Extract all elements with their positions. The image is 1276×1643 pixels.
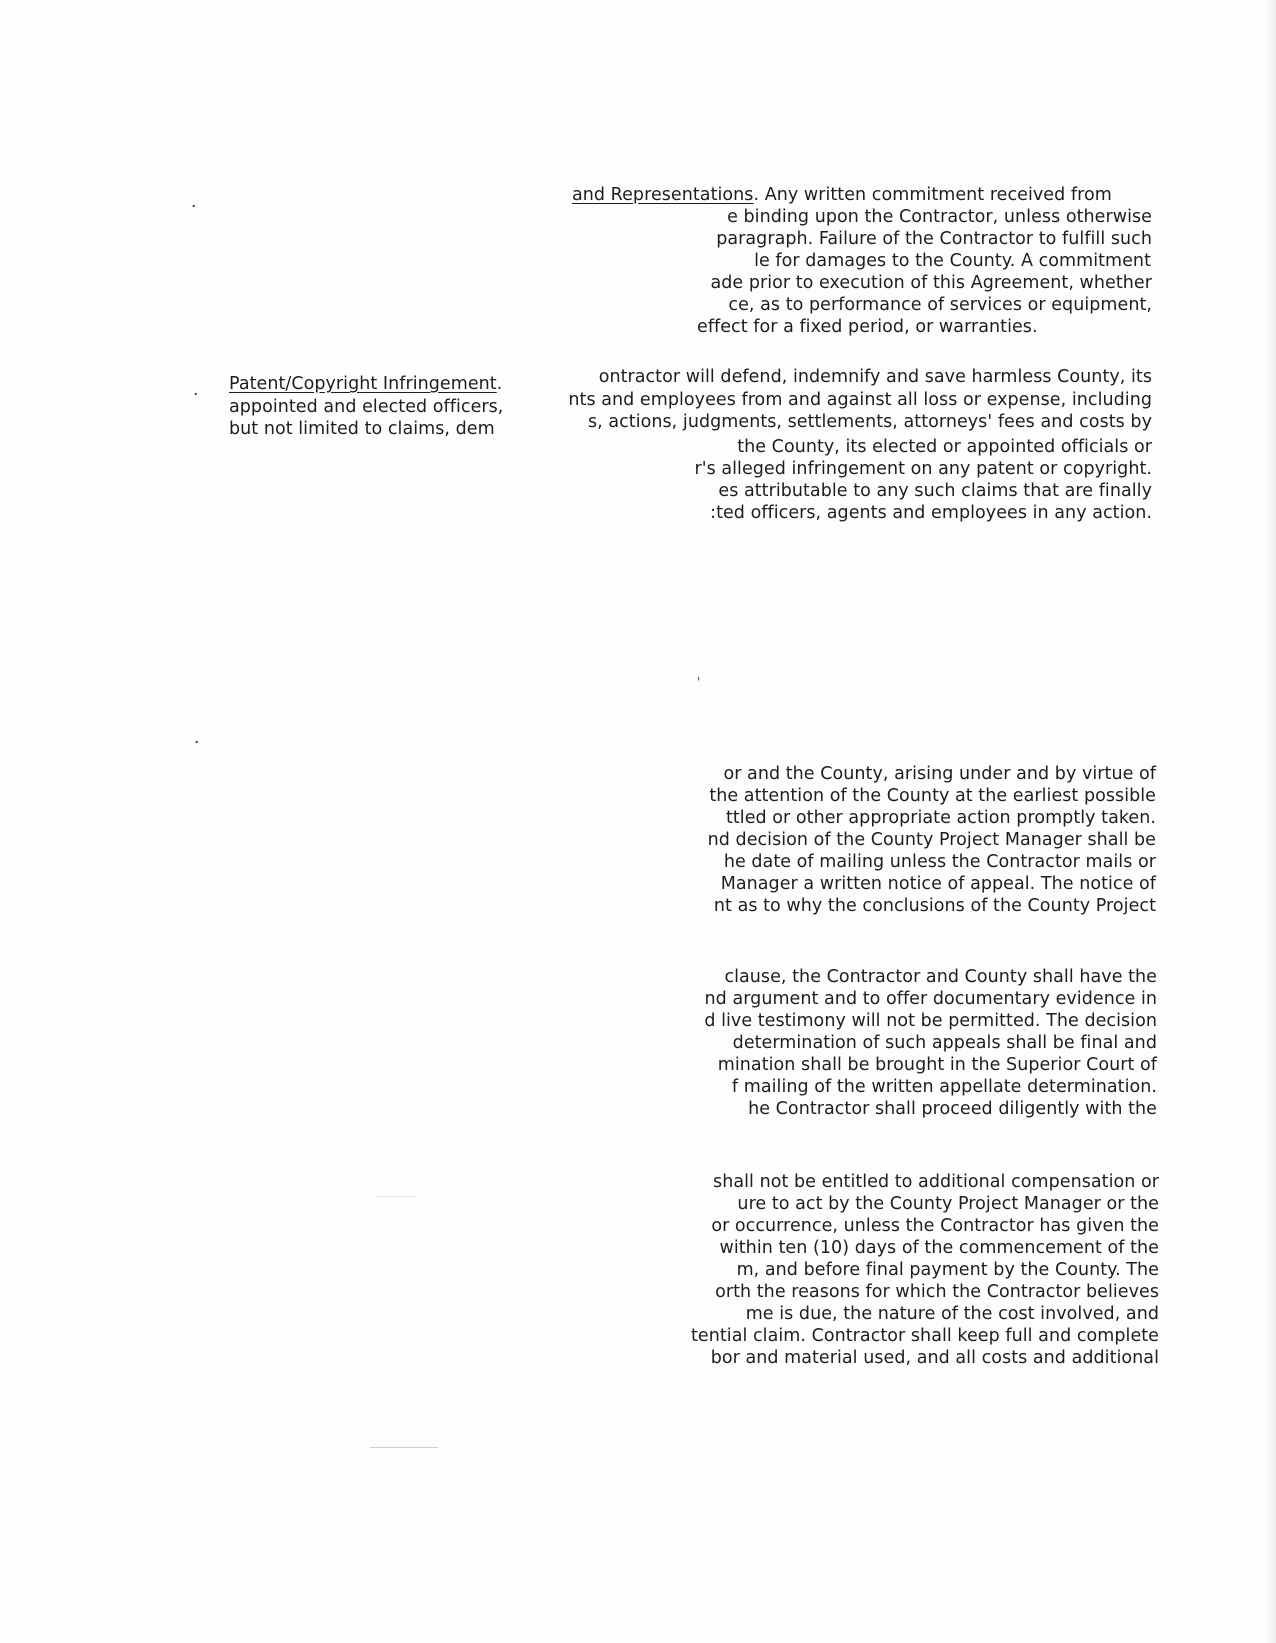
disputes-line: bor and material used, and all costs and additional	[710, 1348, 1159, 1368]
disputes-line: he date of mailing unless the Contractor mails or	[723, 852, 1156, 872]
patent-line: ontractor will defend, indemnify and save harmless County, its	[598, 367, 1152, 387]
patent-left-line: but not limited to claims, dem	[229, 419, 495, 439]
disputes-line: ure to act by the County Project Manager or the	[737, 1194, 1159, 1214]
disputes-line: m, and before final payment by the County. The	[736, 1260, 1159, 1280]
disputes-line: the attention of the County at the earliest possible	[709, 786, 1156, 806]
disputes-line: mination shall be brought in the Superior Court of	[717, 1055, 1157, 1075]
scan-edge-shadow	[1266, 0, 1276, 1643]
patent-heading: Patent/Copyright Infringement	[229, 374, 497, 394]
disputes-line: nt as to why the conclusions of the County Project	[713, 896, 1156, 916]
disputes-line: he Contractor shall proceed diligently with the	[748, 1099, 1157, 1119]
disputes-line: ttled or other appropriate action promptly taken.	[725, 808, 1156, 828]
warranties-line: ade prior to execution of this Agreement, whether	[710, 273, 1152, 293]
scan-artifact	[375, 1196, 415, 1197]
patent-line: nts and employees from and against all loss or expense, including	[568, 390, 1152, 410]
disputes-line: determination of such appeals shall be final and	[732, 1033, 1157, 1053]
section-bullet: .	[193, 380, 199, 400]
patent-line: s, actions, judgments, settlements, attorneys' fees and costs by	[587, 412, 1152, 432]
section-bullet: .	[191, 192, 197, 212]
patent-heading-line	[229, 373, 502, 395]
disputes-line: d live testimony will not be permitted. The decision	[704, 1011, 1157, 1031]
section-bullet: .	[194, 728, 200, 748]
warranties-line: paragraph. Failure of the Contractor to fulfill such	[716, 229, 1152, 249]
disputes-line: tential claim. Contractor shall keep full and complete	[691, 1326, 1159, 1346]
patent-line: the County, its elected or appointed officials or	[737, 437, 1152, 457]
warranties-first-line	[572, 184, 1112, 206]
stray-mark: '	[697, 675, 701, 689]
disputes-line: me is due, the nature of the cost involved, and	[745, 1304, 1159, 1324]
scan-artifact	[370, 1447, 438, 1448]
disputes-line: nd decision of the County Project Manager shall be	[707, 830, 1156, 850]
disputes-line: orth the reasons for which the Contractor believes	[715, 1282, 1159, 1302]
disputes-line: shall not be entitled to additional compensation or	[713, 1172, 1159, 1192]
warranties-line: e binding upon the Contractor, unless otherwise	[727, 207, 1152, 227]
patent-line: :ted officers, agents and employees in any action.	[710, 503, 1152, 523]
patent-left-line: appointed and elected officers,	[229, 397, 504, 417]
disputes-line: nd argument and to offer documentary evidence in	[704, 989, 1157, 1009]
disputes-line: or occurrence, unless the Contractor has given the	[711, 1216, 1159, 1236]
warranties-line: ce, as to performance of services or equipment,	[728, 295, 1152, 315]
patent-line: es attributable to any such claims that are finally	[718, 481, 1152, 501]
disputes-line: within ten (10) days of the commencement of the	[719, 1238, 1159, 1258]
disputes-line: clause, the Contractor and County shall have the	[724, 967, 1157, 987]
patent-line: r's alleged infringement on any patent or copyright.	[694, 459, 1152, 479]
disputes-line: f mailing of the written appellate determination.	[731, 1077, 1157, 1097]
disputes-line: Manager a written notice of appeal. The notice of	[720, 874, 1156, 894]
warranties-line: le for damages to the County. A commitment	[754, 251, 1151, 271]
warranties-line: effect for a fixed period, or warranties.	[697, 317, 1038, 337]
disputes-line: or and the County, arising under and by virtue of	[723, 764, 1156, 784]
warranties-heading: and Representations	[572, 185, 754, 205]
warranties-line: . Any written commitment received from	[753, 185, 1112, 205]
patent-heading-punct: .	[496, 374, 503, 394]
